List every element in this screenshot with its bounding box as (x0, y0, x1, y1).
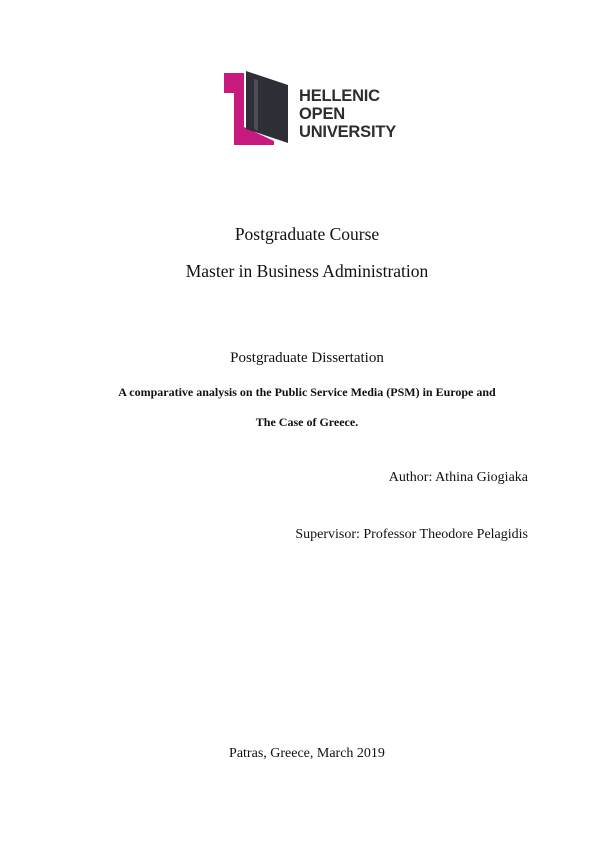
document-type: Postgraduate Dissertation (230, 350, 384, 366)
logo-line-1: HELLENIC (299, 87, 380, 105)
logo-line-2: OPEN (299, 105, 345, 123)
program-heading: Master in Business Administration (185, 261, 429, 281)
author-line: Author: Athina Giogiaka (388, 470, 528, 485)
logo-wordmark (299, 87, 396, 141)
place-date-footer: Patras, Greece, March 2019 (229, 746, 385, 761)
hou-logo-icon (224, 71, 296, 145)
logo-line-3: UNIVERSITY (299, 123, 397, 141)
course-heading: Postgraduate Course (234, 224, 380, 244)
dissertation-title-line-2: The Case of Greece. (255, 415, 359, 429)
supervisor-line: Supervisor: Professor Theodore Pelagidis (295, 527, 528, 542)
university-logo (224, 71, 404, 145)
dissertation-title-line-1: A comparative analysis on the Public Service Media (PSM) in Europe and (118, 385, 496, 399)
